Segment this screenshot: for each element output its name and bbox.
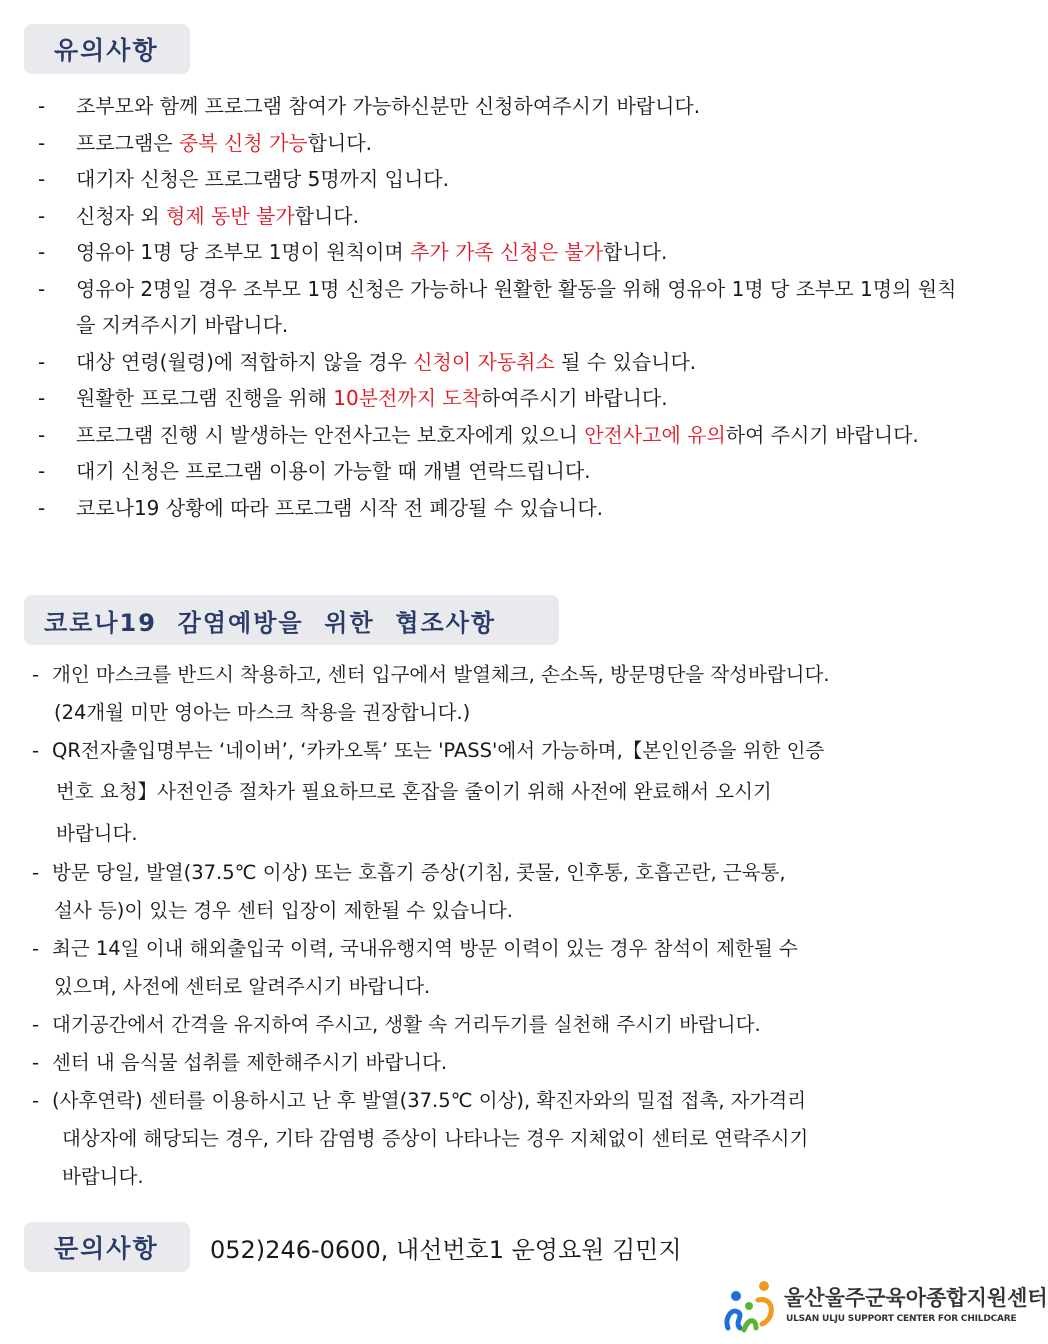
contact-title-label: 문의사항 bbox=[54, 1234, 159, 1263]
covid-item: - (사후연락) 센터를 이용하시고 난 후 발열(37.5℃ 이상), 확진자와의 밀접 접촉, 자가격리 대상자에 해당되는 경우, 기타 감염병 증상이 나타나는 경우 지체없이 센터로 연락주시기 바랍니다. bbox=[32, 1089, 809, 1188]
logo-title: 울산울주군육아종합지원센터 bbox=[784, 1286, 1048, 1310]
notice-item: - 코로나19 상황에 따라 프로그램 시작 전 폐강될 수 있습니다. bbox=[38, 490, 968, 527]
contact-section-title bbox=[24, 1222, 190, 1272]
contact-info: 052)246-0600, 내선번호1 운영요원 김민지 bbox=[210, 1236, 682, 1264]
covid-section-title bbox=[24, 595, 559, 645]
people-logo-icon bbox=[722, 1278, 780, 1338]
covid-item: - 방문 당일, 발열(37.5℃ 이상) 또는 호흡기 증상(기침, 콧물, 인후통, 호흡곤란, 근육통, 설사 등)이 있는 경우 센터 입장이 제한될 수 있습니다. bbox=[32, 861, 786, 922]
notice-item: - 조부모와 함께 프로그램 참여가 가능하신분만 신청하여주시기 바랍니다. bbox=[38, 88, 968, 125]
covid-item: - QR전자출입명부는 ‘네이버’, ‘카카오톡’ 또는 'PASS'에서 가능하며,【본인인증을 위한 인증 번호 요청】사전인증 절차가 필요하므로 혼잡을 줄이기 위해 사전에 완료해서 오시기 바랍니다. bbox=[32, 739, 825, 845]
notice-item: - 프로그램 진행 시 발생하는 안전사고는 보호자에게 있으니 안전사고에 유의하여 주시기 바랍니다. bbox=[38, 417, 968, 454]
notice-item: - 영유아 1명 당 조부모 1명이 원칙이며 추가 가족 신청은 불가합니다. bbox=[38, 234, 968, 271]
notice-item: - 영유아 2명일 경우 조부모 1명 신청은 가능하나 원활한 활동을 위해 영유아 1명 당 조부모 1명의 원칙을 지켜주시기 바랍니다. bbox=[38, 271, 968, 344]
notice-list bbox=[38, 88, 968, 526]
covid-item: - 대기공간에서 간격을 유지하여 주시고, 생활 속 거리두기를 실천해 주시기 바랍니다. bbox=[32, 1013, 761, 1036]
covid-list bbox=[32, 656, 982, 1196]
center-logo bbox=[722, 1278, 1048, 1338]
notice-item: - 원활한 프로그램 진행을 위해 10분전까지 도착하여주시기 바랍니다. bbox=[38, 380, 968, 417]
notice-title-label: 유의사항 bbox=[54, 36, 159, 65]
notice-item: - 대기 신청은 프로그램 이용이 가능할 때 개별 연락드립니다. bbox=[38, 453, 968, 490]
notice-item: - 대기자 신청은 프로그램당 5명까지 입니다. bbox=[38, 161, 968, 198]
notice-section-title bbox=[24, 24, 190, 74]
logo-subtitle: ULSAN ULJU SUPPORT CENTER FOR CHILDCARE bbox=[786, 1314, 1017, 1324]
covid-title-label: 코로나19 감염예방을 위한 협조사항 bbox=[44, 608, 497, 637]
notice-item: - 프로그램은 중복 신청 가능합니다. bbox=[38, 125, 968, 162]
notice-item: - 대상 연령(월령)에 적합하지 않을 경우 신청이 자동취소 될 수 있습니다. bbox=[38, 344, 968, 381]
covid-item: - 최근 14일 이내 해외출입국 이력, 국내유행지역 방문 이력이 있는 경우 참석이 제한될 수 있으며, 사전에 센터로 알려주시기 바랍니다. bbox=[32, 937, 798, 998]
notice-item: - 신청자 외 형제 동반 불가합니다. bbox=[38, 198, 968, 235]
covid-item: - 개인 마스크를 반드시 착용하고, 센터 입구에서 발열체크, 손소독, 방문명단을 작성바랍니다. (24개월 미만 영아는 마스크 착용을 권장합니다.) bbox=[32, 663, 830, 724]
covid-item: - 센터 내 음식물 섭취를 제한해주시기 바랍니다. bbox=[32, 1051, 448, 1074]
